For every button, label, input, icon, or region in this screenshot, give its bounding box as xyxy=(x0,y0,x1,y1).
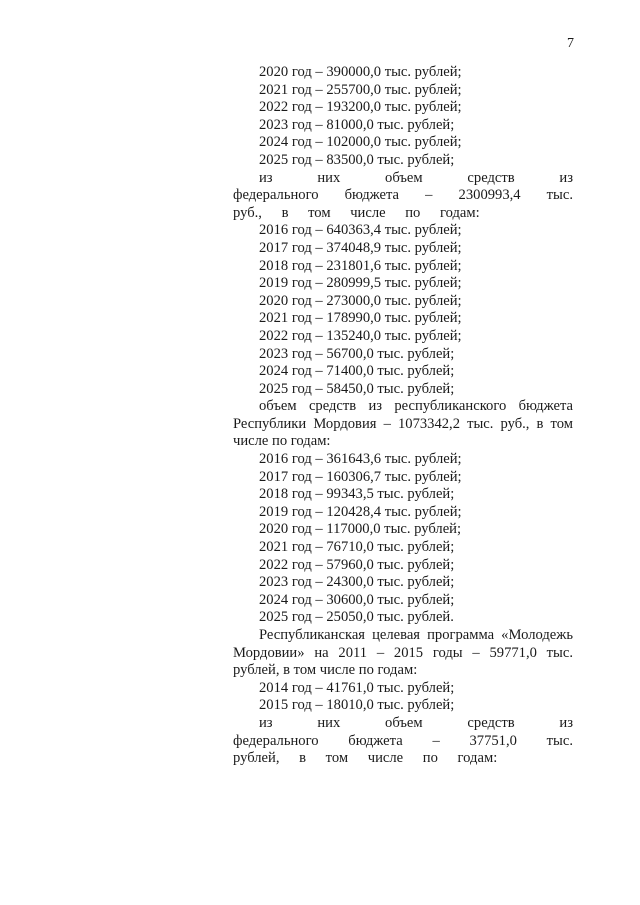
year-line: 2020 год – 117000,0 тыс. рублей; xyxy=(259,521,462,538)
year-list-2 xyxy=(233,222,573,398)
year-line: 2014 год – 41761,0 тыс. рублей; xyxy=(259,679,455,696)
year-line: 2025 год – 25050,0 тыс. рублей. xyxy=(259,609,454,626)
year-line: 2022 год – 57960,0 тыс. рублей; xyxy=(259,556,455,573)
year-line: 2021 год – 255700,0 тыс. рублей; xyxy=(259,81,462,98)
year-line: 2021 год – 178990,0 тыс. рублей; xyxy=(259,310,462,327)
year-line: 2025 год – 83500,0 тыс. рублей; xyxy=(259,151,455,168)
year-line: 2021 год – 76710,0 тыс. рублей; xyxy=(259,539,455,556)
year-line: 2018 год – 231801,6 тыс. рублей; xyxy=(259,257,462,274)
year-line: 2016 год – 361643,6 тыс. рублей; xyxy=(259,451,462,468)
year-line: 2024 год – 30600,0 тыс. рублей; xyxy=(259,591,455,608)
year-line: 2025 год – 58450,0 тыс. рублей; xyxy=(259,380,455,397)
year-line: 2019 год – 120428,4 тыс. рублей; xyxy=(259,503,462,520)
year-line: 2020 год – 273000,0 тыс. рублей; xyxy=(259,292,462,309)
year-line: 2022 год – 135240,0 тыс. рублей; xyxy=(259,327,462,344)
year-line: 2017 год – 374048,9 тыс. рублей; xyxy=(259,239,462,256)
year-line: 2022 год – 193200,0 тыс. рублей; xyxy=(259,99,462,116)
year-list-4 xyxy=(233,680,573,715)
paragraph-federal-budget: из них объем средств из федерального бюджета – 2300993,4 тыс. руб., в том числе по годам: xyxy=(233,169,573,221)
year-line: 2019 год – 280999,5 тыс. рублей; xyxy=(259,275,462,292)
year-line: 2023 год – 81000,0 тыс. рублей; xyxy=(259,116,455,133)
paragraph-federal-budget-2: из них объем средств из федерального бюджета – 37751,0 тыс. рублей, в том числе по годам: xyxy=(233,714,573,767)
document-body xyxy=(233,64,573,768)
year-line: 2024 год – 71400,0 тыс. рублей; xyxy=(259,363,455,380)
year-line: 2020 год – 390000,0 тыс. рублей; xyxy=(259,64,462,80)
year-line: 2016 год – 640363,4 тыс. рублей; xyxy=(259,222,462,239)
year-line: 2023 год – 24300,0 тыс. рублей; xyxy=(259,574,455,591)
year-line: 2015 год – 18010,0 тыс. рублей; xyxy=(259,697,455,714)
paragraph-youth-program: Республиканская целевая программа «Молодежь Мордовии» на 2011 – 2015 годы – 59771,0 тыс. рублей, в том числе по годам: xyxy=(233,627,573,679)
page-number: 7 xyxy=(567,36,574,51)
year-line: 2023 год – 56700,0 тыс. рублей; xyxy=(259,345,455,362)
year-list-1 xyxy=(233,64,573,170)
year-line: 2018 год – 99343,5 тыс. рублей; xyxy=(259,486,455,503)
year-line: 2017 год – 160306,7 тыс. рублей; xyxy=(259,468,462,485)
paragraph-republic-budget: объем средств из республиканского бюджета Республики Мордовия – 1073342,2 тыс. руб., в том числе по годам: xyxy=(233,398,573,450)
year-line: 2024 год – 102000,0 тыс. рублей; xyxy=(259,134,462,151)
year-list-3 xyxy=(233,451,573,627)
